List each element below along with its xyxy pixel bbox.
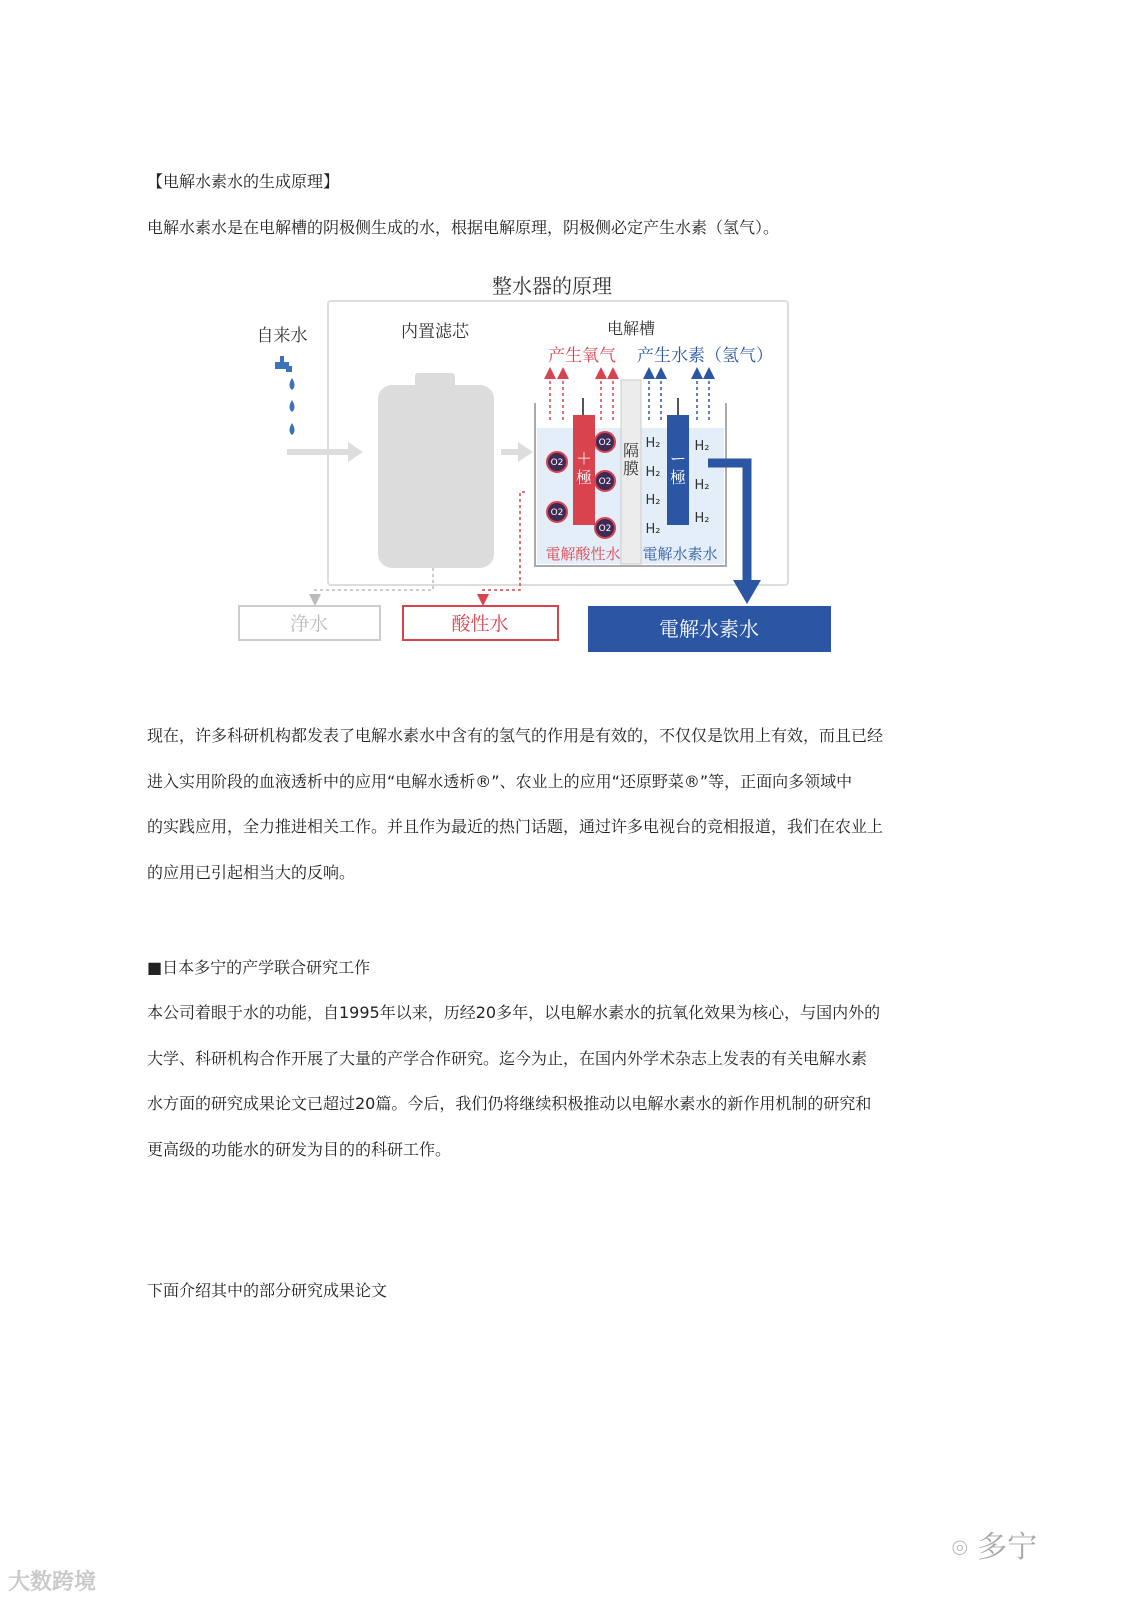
text-line: 进入实用阶段的血液透析中的应用“电解水透析®”、农业上的应用“还原野菜®”等，正面向多领域中: [147, 771, 853, 791]
paragraph-research: [147, 990, 1027, 1172]
svg-text:ー: ー: [669, 449, 687, 468]
water-ionizer-diagram: [235, 270, 850, 670]
oxygen-label: 产生氧气: [548, 346, 616, 366]
text-line: 本公司着眼于水的功能，自1995年以来，历经20多年，以电解水素水的抗氧化效果为核心，与国内外的: [147, 1003, 881, 1022]
diagram-title: 整水器的原理: [492, 274, 612, 298]
paragraph-applications: [147, 713, 1027, 895]
text-line: 水方面的研究成果论文已超过20篇。今后，我们仍将继续积极推动以电解水素水的新作用机制的研究和: [147, 1094, 872, 1113]
tap-label: 自来水: [256, 326, 308, 346]
text-line: 的实践应用，全力推进相关工作。并且作为最近的热门话题，通过许多电视台的竞相报道，我们在农业上: [147, 817, 884, 836]
text-line: 更高级的功能水的研发为目的的科研工作。: [147, 1139, 452, 1159]
hydrogen-water-label: 電解水素水: [659, 617, 759, 641]
faucet-icon: [275, 356, 292, 372]
svg-text:H₂: H₂: [645, 522, 661, 537]
watermark-right-text: 多宁: [977, 1530, 1038, 1565]
svg-text:H₂: H₂: [694, 511, 710, 526]
wechat-icon: ⌾: [952, 1534, 968, 1564]
acid-cell-label: 電解酸性水: [545, 545, 621, 563]
text-line: 现在，许多科研机构都发表了电解水素水中含有的氢气的作用是有效的，不仅仅是饮用上有效，而且已经: [147, 726, 884, 745]
svg-text:O2: O2: [598, 524, 612, 534]
svg-text:極: 極: [669, 468, 687, 487]
hydrogen-cell-label: 電解水素水: [642, 545, 718, 563]
filter-cap: [415, 373, 455, 387]
text-line: 大学、科研机构合作开展了大量的产学合作研究。迄今为止，在国内外学术杂志上发表的有关电解水素: [147, 1048, 868, 1068]
research-heading: ■日本多宁的产学联合研究工作: [147, 958, 371, 977]
intro-text: 电解水素水是在电解槽的阴极侧生成的水，根据电解原理，阴极侧必定产生水素（氢气）。: [147, 218, 780, 237]
membrane-label-1: 隔: [622, 441, 640, 460]
svg-text:O2: O2: [598, 438, 612, 448]
svg-text:O2: O2: [550, 508, 564, 518]
svg-text:H₂: H₂: [645, 436, 661, 451]
svg-text:H₂: H₂: [694, 478, 710, 493]
svg-text:＋: ＋: [575, 449, 593, 468]
svg-text:H₂: H₂: [694, 439, 710, 454]
svg-text:O2: O2: [550, 458, 564, 468]
svg-text:O2: O2: [598, 477, 612, 487]
closing-line: 下面介绍其中的部分研究成果论文: [147, 1281, 388, 1300]
membrane-label-2: 膜: [622, 459, 640, 478]
svg-text:極: 極: [575, 468, 593, 487]
watermark-right: [952, 1522, 1037, 1566]
water-drop-icons: [290, 378, 295, 435]
cell-label: 电解槽: [606, 319, 656, 338]
filter-label: 内置滤芯: [401, 322, 469, 342]
section-heading: 【电解水素水的生成原理】: [147, 172, 340, 191]
svg-text:H₂: H₂: [645, 465, 661, 480]
text-line: 的应用已引起相当大的反响。: [147, 862, 356, 882]
pure-water-label: 浄水: [289, 613, 329, 635]
filter-cartridge: [378, 385, 494, 568]
watermark-left: 大数跨境: [8, 1570, 97, 1595]
acid-water-label: 酸性水: [451, 613, 509, 635]
hydrogen-label: 产生水素（氢气）: [637, 346, 773, 366]
svg-text:H₂: H₂: [645, 493, 661, 508]
